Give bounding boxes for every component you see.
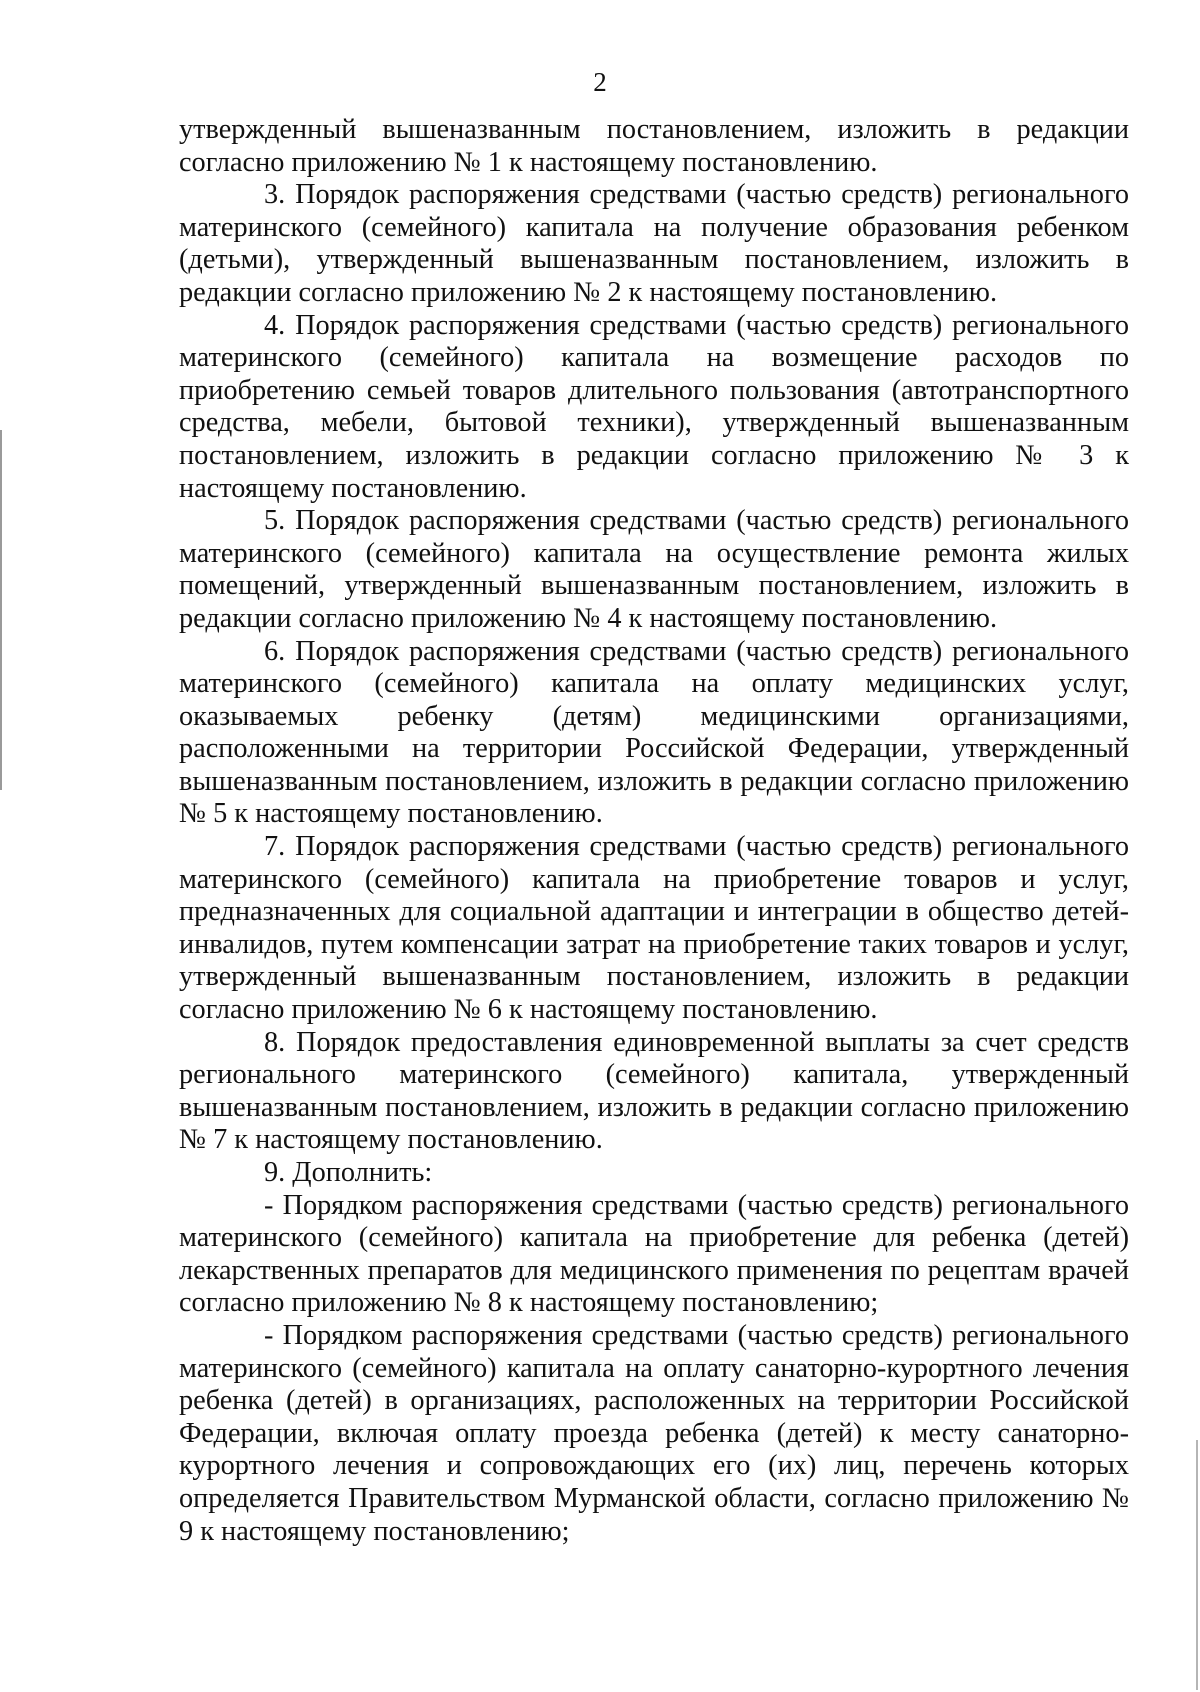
scan-edge-mark	[0, 430, 2, 790]
paragraph-item-8: 8. Порядок предоставления единовременной выплаты за счет средств регионального материнского (семейного) капитала, утвержденный вышеназванным постановлением, изложить в редакции согласно приложению № 7 к настоящему постановлению.	[179, 1026, 1129, 1156]
document-body	[179, 114, 1129, 1548]
page-number: 2	[593, 67, 607, 97]
paragraph-item-4: 4. Порядок распоряжения средствами (частью средств) регионального материнского (семейного) капитала на возмещение расходов по приобретению семьей товаров длительного пользования (автотранспортного средства, мебели, бытовой техники), утвержденный вышеназванным постановлением, изложить в редакции согласно приложению № 3 к настоящему постановлению.	[179, 309, 1129, 504]
paragraph-subitem-2: - Порядком распоряжения средствами (частью средств) регионального материнского (семейного) капитала на оплату санаторно-курортного лечения ребенка (детей) в организациях, расположенных на территории Российской Федерации, включая оплату проезда ребенка (детей) к месту санаторно-курортного лечения и сопровождающих его (их) лиц, перечень которых определяется Правительством Мурманской области, согласно приложению № 9 к настоящему постановлению;	[179, 1319, 1129, 1547]
paragraph-item-3: 3. Порядок распоряжения средствами (частью средств) регионального материнского (семейного) капитала на получение образования ребенком (детьми), утвержденный вышеназванным постановлением, изложить в редакции согласно приложению № 2 к настоящему постановлению.	[179, 179, 1129, 308]
paragraph-item-6: 6. Порядок распоряжения средствами (частью средств) регионального материнского (семейного) капитала на оплату медицинских услуг, оказываемых ребенку (детям) медицинскими организациями, расположенными на территории Российской Федерации, утвержденный вышеназванным постановлением, изложить в редакции согласно приложению № 5 к настоящему постановлению.	[179, 635, 1129, 830]
scan-edge-mark	[1196, 1440, 1198, 1690]
paragraph-item-9: 9. Дополнить:	[264, 1157, 433, 1188]
paragraph-continuation: утвержденный вышеназванным постановлением, изложить в редакции согласно приложению № 1 к настоящему постановлению.	[179, 114, 1129, 178]
paragraph-subitem-1: - Порядком распоряжения средствами (частью средств) регионального материнского (семейного) капитала на приобретение для ребенка (детей) лекарственных препаратов для медицинского применения по рецептам врачей согласно приложению № 8 к настоящему постановлению;	[179, 1189, 1129, 1319]
paragraph-item-5: 5. Порядок распоряжения средствами (частью средств) регионального материнского (семейного) капитала на осуществление ремонта жилых помещений, утвержденный вышеназванным постановлением, изложить в редакции согласно приложению № 4 к настоящему постановлению.	[179, 505, 1129, 634]
paragraph-item-7: 7. Порядок распоряжения средствами (частью средств) регионального материнского (семейного) капитала на приобретение товаров и услуг, предназначенных для социальной адаптации и интеграции в общество детей-инвалидов, путем компенсации затрат на приобретение таких товаров и услуг, утвержденный вышеназванным постановлением, изложить в редакции согласно приложению № 6 к настоящему постановлению.	[179, 831, 1129, 1026]
